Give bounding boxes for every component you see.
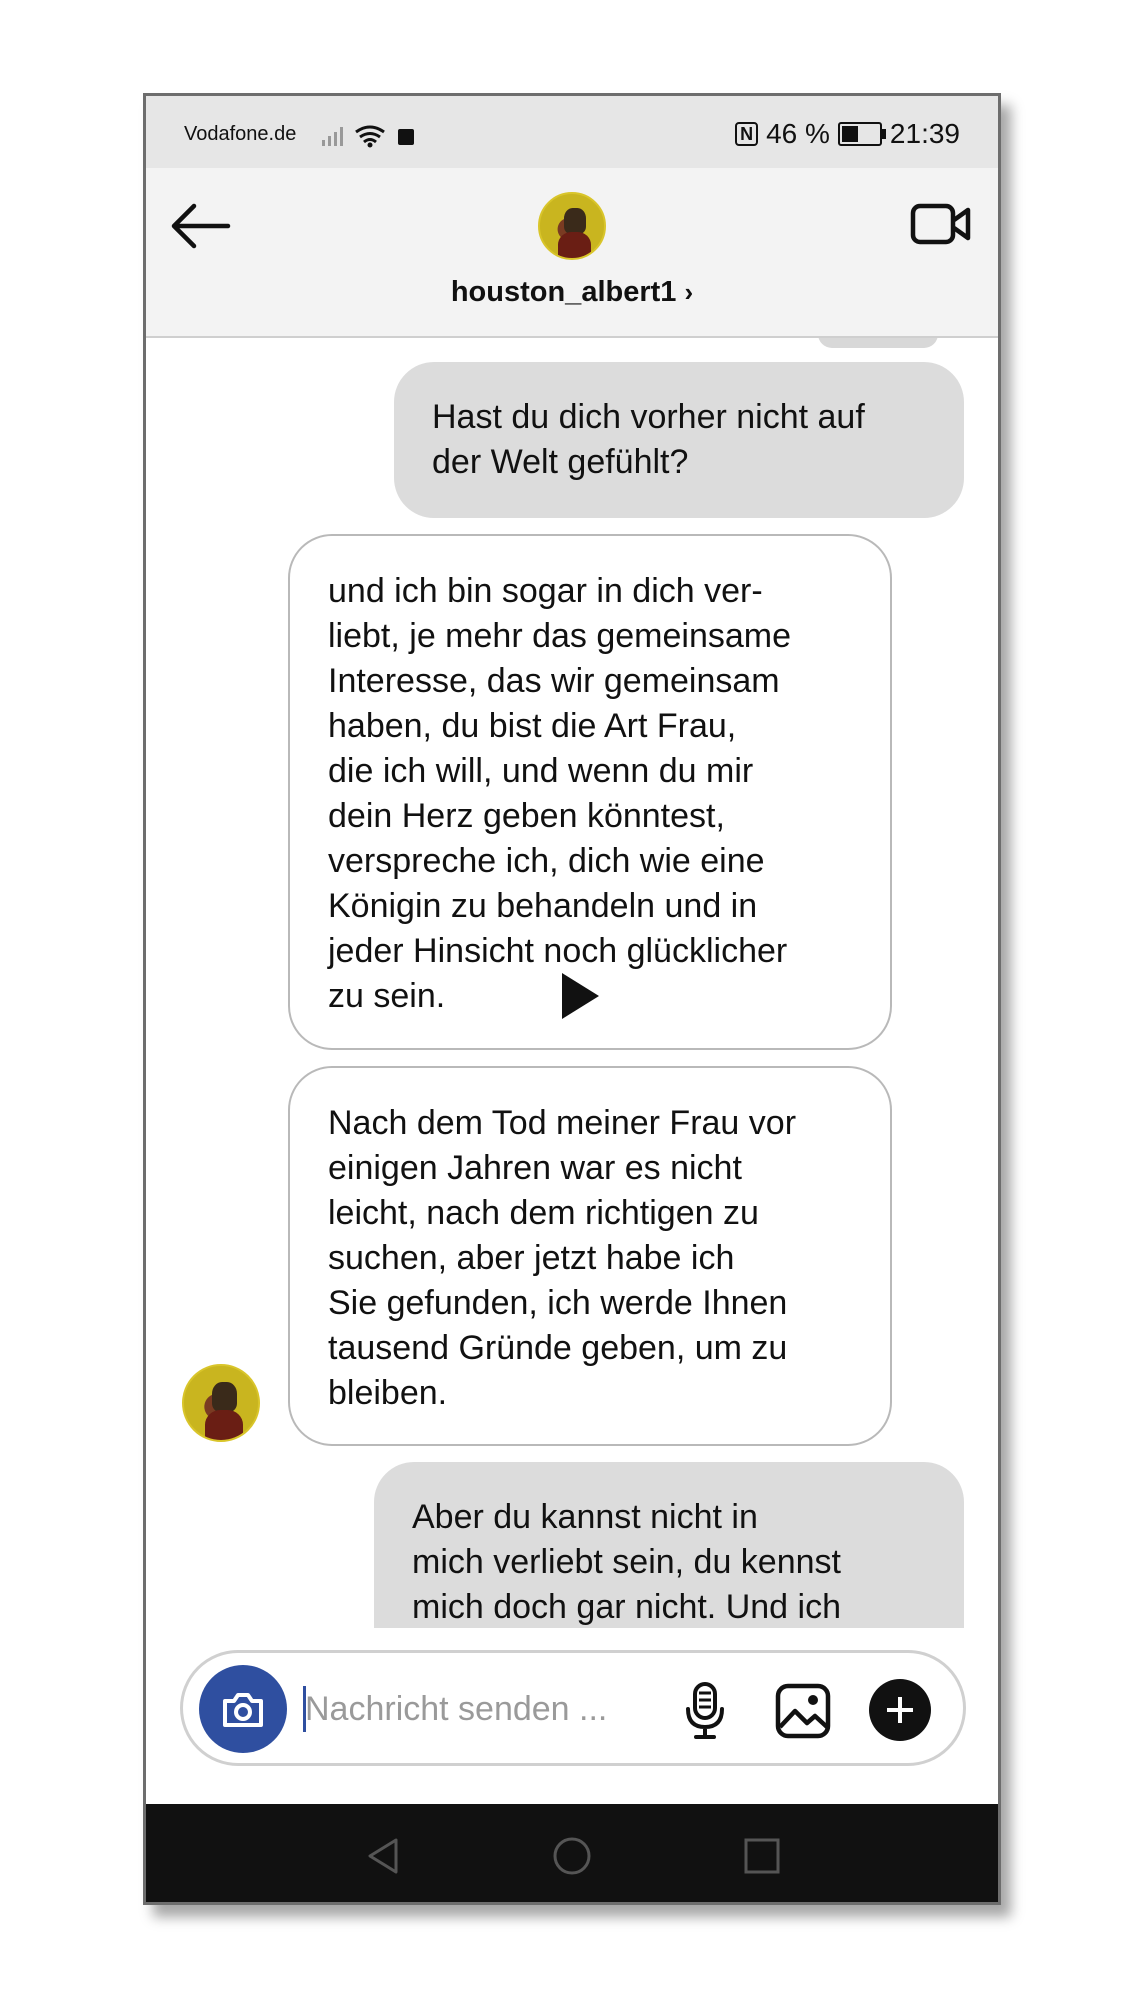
message-outgoing[interactable]: Aber du kannst nicht in mich verliebt sein, du kennst mich doch gar nicht. Und ich <box>374 1462 964 1628</box>
previous-bubble-edge <box>818 338 938 348</box>
message-incoming[interactable]: und ich bin sogar in dich ver- liebt, je mehr das gemeinsame Interesse, das wir gemeinsam haben, du bist die Art Frau, die ich will, und wenn du mir dein Herz geben könntest, verspreche ich, dich wie eine Königin zu behandeln und in jeder Hinsicht noch glücklicher zu sein. <box>288 534 892 1050</box>
message-input[interactable] <box>305 1683 665 1735</box>
sender-avatar[interactable] <box>182 1364 260 1442</box>
microphone-icon[interactable] <box>681 1681 729 1741</box>
plus-button[interactable] <box>869 1679 931 1741</box>
clock: 21:39 <box>889 118 960 149</box>
message-incoming[interactable]: Nach dem Tod meiner Frau vor einigen Jahren war es nicht leicht, nach dem richtigen zu suchen, aber jetzt habe ich Sie gefunden, ich werde Ihnen tausend Gründe geben, um zu bleiben. <box>288 1066 892 1446</box>
camera-icon <box>221 1689 265 1729</box>
nav-back-icon[interactable] <box>364 1836 404 1876</box>
composer-pill <box>180 1650 966 1766</box>
username-link[interactable] <box>146 276 998 309</box>
battery-fill <box>842 126 859 142</box>
system-nav-bar <box>146 1804 998 1902</box>
nav-home-icon[interactable] <box>552 1836 592 1876</box>
camera-button[interactable] <box>199 1665 287 1753</box>
message-list[interactable] <box>146 338 998 1628</box>
message-composer <box>146 1628 998 1804</box>
message-outgoing[interactable]: Hast du dich vorher nicht auf der Welt gefühlt? <box>394 362 964 518</box>
video-camera-icon[interactable] <box>910 198 972 250</box>
username: houston_albert1 <box>450 276 677 308</box>
image-icon[interactable] <box>775 1683 831 1739</box>
status-right <box>735 118 960 150</box>
status-bar <box>146 96 998 168</box>
phone-screen <box>143 93 1001 1905</box>
chevron-right-icon: › <box>684 277 694 307</box>
nfc-icon: N <box>735 122 758 146</box>
nav-recents-icon[interactable] <box>742 1836 782 1876</box>
back-arrow-icon[interactable] <box>168 198 232 254</box>
signal-wifi-icon <box>320 122 430 148</box>
header-avatar[interactable] <box>538 192 606 260</box>
battery-icon <box>838 122 882 146</box>
battery-percent: 46 % <box>766 118 830 149</box>
carrier-name: Vodafone.de <box>184 123 297 145</box>
play-icon[interactable] <box>558 970 602 1022</box>
chat-header <box>146 168 998 338</box>
